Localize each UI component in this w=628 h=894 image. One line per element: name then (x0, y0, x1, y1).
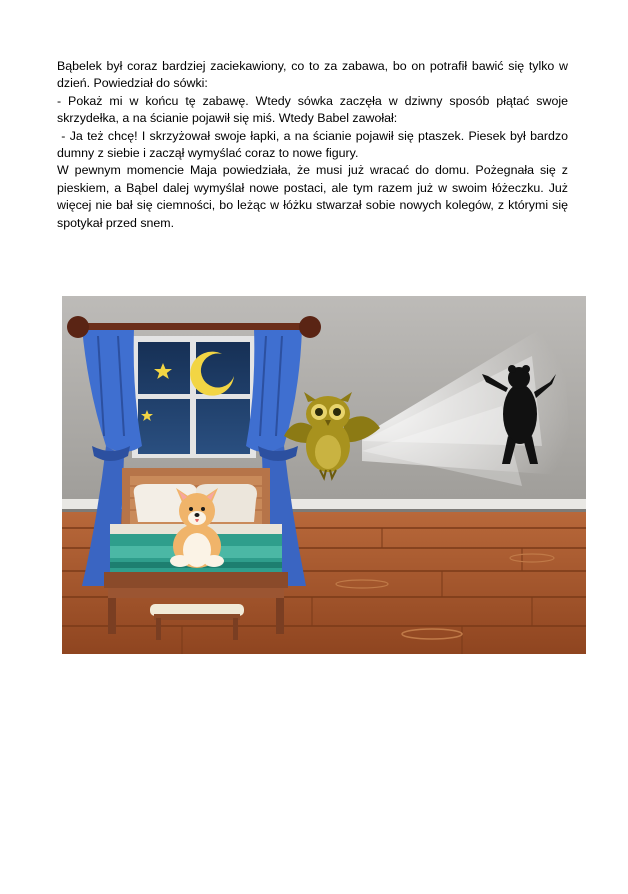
story-paragraph: - Pokaż mi w końcu tę zabawę. Wtedy sówka zaczęła w dziwny sposób płątać swoje skrzydełka, a na ścianie pojawił się miś. Wtedy Babel zawołał: (57, 93, 568, 126)
story-paragraph: - Ja też chcę! I skrzyżował swoje łapki, a na ścianie pojawił się ptaszek. Piesek był bardzo dumny z siebie i zaczął wymyślać coraz to nowe figury. (57, 128, 572, 161)
story-text (57, 58, 572, 232)
story-paragraph: Bąbelek był coraz bardziej zaciekawiony, co to za zabawa, bo on potrafił bawić się tylko w dzień. Powiedział do sówki: (57, 59, 568, 91)
bedroom-illustration (62, 296, 586, 654)
story-paragraph: W pewnym momencie Maja powiedziała, że musi już wracać do domu. Pożegnała się z pieskiem, a Bąbel dalej wymyślał nowe postaci, ale tym razem już w swoim łóżeczku. Już więcej nie bał się ciemności, bo leżąc w łóżku stwarzał sobie nowych kolegów, z którymi się spotykał przed snem. (57, 163, 568, 230)
night-window (132, 336, 256, 458)
